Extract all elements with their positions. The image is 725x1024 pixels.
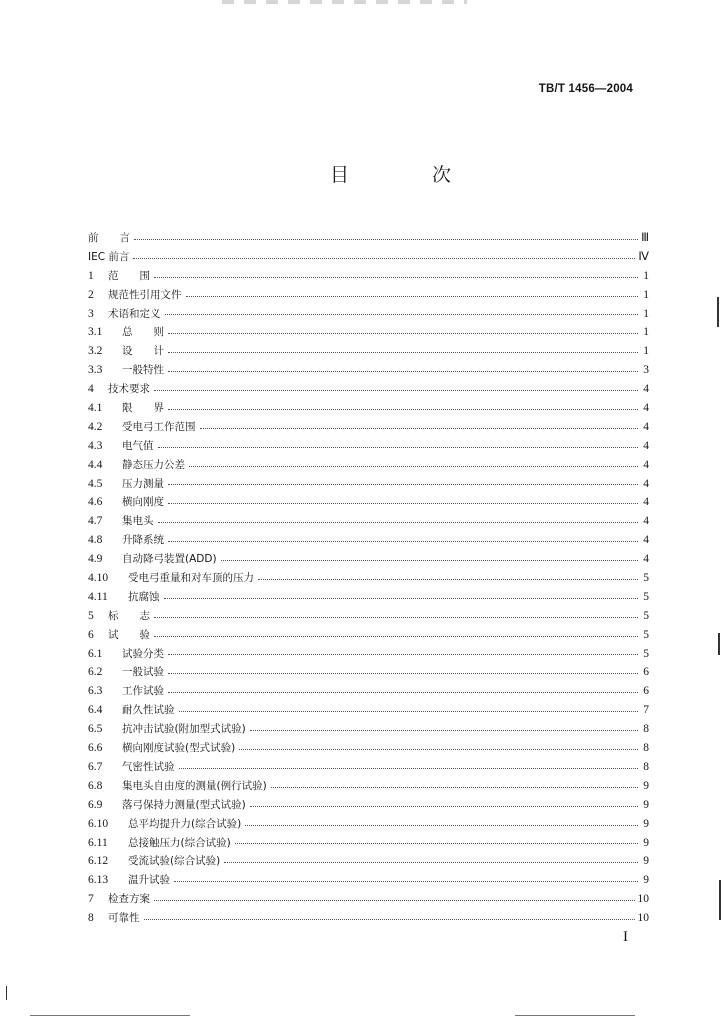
toc-entry: [88, 531, 649, 550]
toc-entry: [88, 342, 649, 361]
toc-entry-number: 4.2: [88, 420, 103, 433]
toc-entry-number: 6.7: [88, 760, 103, 773]
scan-mark: [718, 633, 720, 655]
toc-entry-page: 1: [643, 345, 649, 358]
toc-entry-page: Ⅳ: [638, 250, 649, 263]
toc-entry-title: 气密性试验: [122, 760, 175, 773]
toc-entry-page: 9: [643, 798, 649, 811]
toc-entry: [88, 456, 649, 475]
page-title: 目 次: [330, 164, 484, 186]
toc-entry: [88, 890, 649, 909]
toc-entry-title: 集电头自由度的测量(例行试验): [122, 779, 267, 792]
toc-entry-page: 3: [643, 364, 649, 377]
toc-entry-page: 4: [643, 477, 649, 490]
toc-entry-title: 一般特性: [122, 364, 164, 377]
toc-entry-number: 1: [88, 269, 94, 282]
toc-entry-title: 范 围: [108, 269, 150, 282]
toc-entry-page: 4: [643, 420, 649, 433]
toc-dot-leader: [168, 503, 638, 504]
toc-entry: [88, 834, 649, 853]
toc-dot-leader: [158, 522, 639, 523]
toc-entry-title: 电气值: [122, 439, 154, 452]
toc-dot-leader: [271, 787, 638, 788]
toc-entry: [88, 739, 649, 758]
toc-entry-title: 试 验: [108, 628, 150, 641]
toc-entry: [88, 796, 649, 815]
toc-dot-leader: [239, 749, 638, 750]
toc-entry-page: 1: [643, 326, 649, 339]
toc-dot-leader: [168, 673, 638, 674]
toc-entry-page: 4: [643, 515, 649, 528]
toc-entry-number: 6.5: [88, 723, 103, 736]
toc-entry-page: 4: [643, 439, 649, 452]
toc-entry-page: 10: [637, 893, 649, 906]
toc-entry-page: 9: [643, 874, 649, 887]
toc-entry-page: 8: [643, 723, 649, 736]
toc-dot-leader: [168, 654, 638, 655]
toc-entry-title: 术语和定义: [108, 307, 161, 320]
toc-entry-page: Ⅲ: [641, 232, 649, 244]
toc-entry-number: 4.4: [88, 458, 103, 471]
toc-entry-title: 集电头: [122, 515, 154, 528]
toc-entry-number: 6.11: [88, 836, 108, 849]
toc-entry-page: 4: [643, 534, 649, 547]
toc-entry-page: 7: [643, 704, 649, 717]
scan-artifact-bottom: [30, 1015, 190, 1016]
toc-entry-page: 8: [643, 742, 649, 755]
toc-dot-leader: [235, 843, 638, 844]
toc-entry-title: 限 界: [122, 402, 164, 415]
toc-entry-number: 4.1: [88, 402, 103, 415]
toc-entry-title: 抗冲击试验(附加型式试验): [122, 723, 246, 736]
toc-entry-number: 6.1: [88, 647, 103, 660]
toc-entry-page: 6: [643, 685, 649, 698]
toc-dot-leader: [154, 390, 638, 391]
toc-entry: [88, 361, 649, 380]
toc-entry-title: 规范性引用文件: [108, 288, 182, 301]
toc-dot-leader: [168, 371, 638, 372]
toc-entry-title: 前 言: [88, 232, 130, 244]
toc-entry-title: IEC 前言: [88, 250, 130, 263]
toc-entry: [88, 663, 649, 682]
toc-entry-number: 6.8: [88, 779, 103, 792]
toc-entry: [88, 229, 649, 248]
toc-entry: [88, 380, 649, 399]
toc-entry-number: 6.6: [88, 742, 103, 755]
toc-entry: [88, 758, 649, 777]
toc-entry-number: 3.3: [88, 364, 103, 377]
toc-entry-title: 受电弓工作范围: [122, 420, 196, 433]
toc-entry-number: 8: [88, 912, 94, 925]
toc-entry-title: 压力测量: [122, 477, 164, 490]
standard-code: TB/T 1456—2004: [538, 83, 633, 95]
toc-dot-leader: [224, 862, 638, 863]
toc-entry-title: 耐久性试验: [122, 704, 175, 717]
toc-entry-number: 4.8: [88, 534, 103, 547]
toc-entry: [88, 286, 649, 305]
toc-entry-title: 工作试验: [122, 685, 164, 698]
toc-entry-number: 5: [88, 609, 94, 622]
toc-entry-page: 5: [643, 628, 649, 641]
toc-entry-page: 1: [643, 269, 649, 282]
toc-entry-title: 检查方案: [108, 893, 150, 906]
toc-dot-leader: [179, 711, 639, 712]
toc-entry: [88, 645, 649, 664]
toc-entry: [88, 305, 649, 324]
toc-entry: [88, 682, 649, 701]
toc-entry-page: 4: [643, 553, 649, 566]
toc-entry-page: 4: [643, 496, 649, 509]
toc-entry-title: 受流试验(综合试验): [128, 855, 221, 868]
toc-entry: [88, 909, 649, 928]
toc-dot-leader: [154, 617, 638, 618]
toc-dot-leader: [144, 919, 635, 920]
toc-entry-number: 6.10: [88, 817, 109, 830]
toc-entry-number: 3.1: [88, 326, 103, 339]
toc-entry-number: 7: [88, 893, 94, 906]
toc-dot-leader: [133, 258, 635, 259]
toc-entry-title: 技术要求: [108, 383, 150, 396]
toc-entry-number: 6.4: [88, 704, 103, 717]
toc-entry-number: 6.3: [88, 685, 103, 698]
toc-entry-number: 6.2: [88, 666, 103, 679]
toc-entry-number: 4.3: [88, 439, 103, 452]
toc-dot-leader: [165, 314, 639, 315]
toc-dot-leader: [168, 541, 638, 542]
toc-entry-title: 总平均提升力(综合试验): [128, 817, 242, 830]
toc-entry-title: 横向刚度试验(型式试验): [122, 742, 236, 755]
toc-entry-title: 一般试验: [122, 666, 164, 679]
toc-entry: [88, 493, 649, 512]
toc-entry: [88, 418, 649, 437]
toc-entry-number: 6.12: [88, 855, 109, 868]
toc-entry-number: 4.10: [88, 572, 109, 585]
toc-dot-leader: [164, 598, 639, 599]
toc-dot-leader: [250, 806, 638, 807]
toc-entry-title: 静态压力公差: [122, 458, 185, 471]
toc-dot-leader: [258, 579, 638, 580]
toc-entry-page: 6: [643, 666, 649, 679]
toc-entry-title: 落弓保持力测量(型式试验): [122, 798, 246, 811]
toc-entry-title: 可靠性: [108, 912, 140, 925]
toc-dot-leader: [168, 409, 638, 410]
toc-entry-page: 5: [643, 647, 649, 660]
toc-entry: [88, 701, 649, 720]
toc-entry: [88, 815, 649, 834]
toc-entry: [88, 248, 649, 267]
toc-entry-page: 4: [643, 458, 649, 471]
toc-entry-title: 试验分类: [122, 647, 164, 660]
toc-entry-page: 8: [643, 760, 649, 773]
toc-dot-leader: [158, 447, 639, 448]
toc-dot-leader: [200, 428, 639, 429]
toc-entry-number: 2: [88, 288, 94, 301]
toc-entry-number: 6.9: [88, 798, 103, 811]
toc-entry-page: 5: [643, 590, 649, 603]
scan-mark: [6, 986, 7, 1000]
toc-dot-leader: [168, 692, 638, 693]
toc-entry-page: 9: [643, 779, 649, 792]
toc-entry: [88, 399, 649, 418]
toc-dot-leader: [179, 768, 639, 769]
toc-entry-page: 9: [643, 817, 649, 830]
toc-dot-leader: [189, 466, 638, 467]
toc-entry-number: 4.11: [88, 590, 108, 603]
toc-entry-number: 3: [88, 307, 94, 320]
toc-dot-leader: [186, 296, 639, 297]
toc-entry-number: 4: [88, 383, 94, 396]
toc-entry-number: 4.5: [88, 477, 103, 490]
toc-entry-number: 6: [88, 628, 94, 641]
toc-entry-title: 抗腐蚀: [128, 590, 160, 603]
toc-entry: [88, 852, 649, 871]
toc-entry-title: 受电弓重量和对车顶的压力: [128, 572, 254, 585]
toc-entry-page: 5: [643, 609, 649, 622]
toc-entry: [88, 777, 649, 796]
toc-entry-title: 标 志: [108, 609, 150, 622]
toc-entry-page: 4: [643, 383, 649, 396]
scan-mark: [719, 880, 721, 920]
toc-entry: [88, 569, 649, 588]
toc-entry: [88, 607, 649, 626]
table-of-contents: [88, 229, 649, 928]
toc-entry: [88, 626, 649, 645]
toc-dot-leader: [168, 333, 638, 334]
toc-dot-leader: [154, 277, 638, 278]
toc-dot-leader: [250, 730, 638, 731]
toc-entry-page: 5: [643, 572, 649, 585]
toc-entry-page: 10: [637, 912, 649, 925]
toc-entry: [88, 720, 649, 739]
toc-entry-page: 1: [643, 288, 649, 301]
scan-artifact-top: [222, 0, 467, 4]
toc-entry-title: 横向刚度: [122, 496, 164, 509]
toc-dot-leader: [245, 825, 638, 826]
toc-entry: [88, 512, 649, 531]
page-number: I: [623, 929, 628, 945]
toc-dot-leader: [154, 900, 635, 901]
toc-entry: [88, 550, 649, 569]
toc-dot-leader: [134, 239, 638, 240]
toc-entry-page: 1: [643, 307, 649, 320]
toc-dot-leader: [221, 560, 638, 561]
toc-entry-number: 4.6: [88, 496, 103, 509]
toc-entry: [88, 323, 649, 342]
toc-entry: [88, 871, 649, 890]
scan-artifact-bottom: [515, 1015, 635, 1016]
toc-entry-number: 3.2: [88, 345, 103, 358]
toc-dot-leader: [174, 881, 638, 882]
toc-entry: [88, 588, 649, 607]
toc-entry-page: 9: [643, 855, 649, 868]
toc-entry-title: 设 计: [122, 345, 164, 358]
toc-entry-title: 总 则: [122, 326, 164, 339]
toc-entry-page: 9: [643, 836, 649, 849]
toc-entry-title: 自动降弓装置(ADD): [122, 553, 217, 566]
toc-entry-number: 6.13: [88, 874, 109, 887]
toc-entry: [88, 475, 649, 494]
toc-entry-title: 温升试验: [128, 874, 170, 887]
toc-entry: [88, 437, 649, 456]
scan-mark: [717, 297, 719, 327]
toc-entry-number: 4.7: [88, 515, 103, 528]
toc-entry-page: 4: [643, 402, 649, 415]
toc-entry: [88, 267, 649, 286]
toc-dot-leader: [168, 352, 638, 353]
toc-dot-leader: [168, 484, 638, 485]
toc-dot-leader: [154, 636, 638, 637]
toc-entry-title: 升降系统: [122, 534, 164, 547]
toc-entry-number: 4.9: [88, 553, 103, 566]
toc-entry-title: 总接触压力(综合试验): [128, 836, 231, 849]
